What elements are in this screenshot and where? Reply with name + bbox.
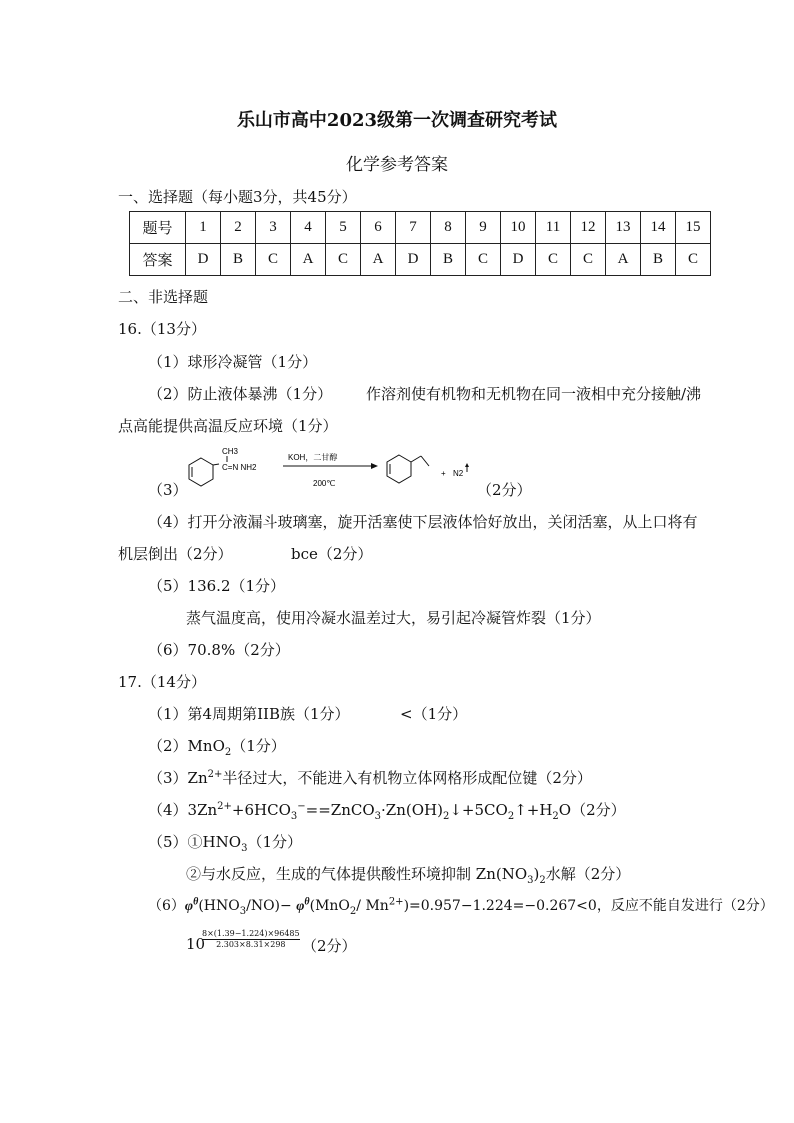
q16-answer-4c: bce（2分） <box>291 545 373 563</box>
section1-heading: 一、选择题（每小题3分，共45分） <box>118 188 357 206</box>
table-cell: 7 <box>396 212 431 244</box>
table-cell: 6 <box>361 212 396 244</box>
q17-heading: 17.（14分） <box>118 673 206 691</box>
benzene-ring-reactant <box>189 458 213 486</box>
q17-answer-5a: $(5)①HNO_3(1$分） <box>148 833 302 854</box>
page-subtitle: 化学参考答案 <box>346 155 448 175</box>
q17-answer-6: $(6)\varphi^\theta(HNO_3/NO)- \varphi^\theta(MnO_2/$ $Mn^{2+})=0.957-1.224=-0.267<0$，反应不能自发进行（2分） <box>148 896 774 917</box>
q16-answer-3-label: （3） <box>148 481 188 499</box>
table-cell: 3 <box>256 212 291 244</box>
row-label-answer: 答案 <box>130 244 186 276</box>
table-cell: C <box>256 244 291 276</box>
q17-answer-6b-score: （2分） <box>302 937 357 955</box>
table-cell: D <box>396 244 431 276</box>
q17-answer-3: $(3)Zn^{2+}$半径过大，不能进入有机物立体网格形成配位键（2分） <box>148 769 592 787</box>
table-cell: 14 <box>641 212 676 244</box>
table-cell: 15 <box>676 212 711 244</box>
q17-answer-6b-base: 10 <box>186 935 206 953</box>
table-cell: 9 <box>466 212 501 244</box>
ch3-label: CH3 <box>222 447 239 456</box>
table-row <box>130 244 711 276</box>
reagent-bottom: 200℃ <box>313 479 336 488</box>
cn-nh2-label: C=N NH2 <box>222 463 257 472</box>
answer-table <box>129 211 711 276</box>
table-cell: C <box>676 244 711 276</box>
q16-answer-2c: 点高能提供高温反应环境（1分） <box>118 417 338 435</box>
q16-answer-5: （5）136.2（1分） <box>148 577 286 595</box>
table-cell: 1 <box>186 212 221 244</box>
table-cell: 8 <box>431 212 466 244</box>
table-cell: A <box>361 244 396 276</box>
table-cell: C <box>326 244 361 276</box>
table-cell: A <box>291 244 326 276</box>
plus-sign: + <box>441 469 446 478</box>
q16-heading: 16.（13分） <box>118 320 206 338</box>
reaction-equation <box>175 440 485 498</box>
table-cell: D <box>186 244 221 276</box>
benzene-ring-product <box>387 455 411 483</box>
table-cell: 5 <box>326 212 361 244</box>
table-cell: 12 <box>571 212 606 244</box>
q16-answer-4a: （4）打开分液漏斗玻璃塞，旋开活塞使下层液体恰好放出，关闭活塞，从上口将有 <box>148 513 698 531</box>
fraction-numerator: 8×(1.39−1.224)×96485 <box>202 929 300 938</box>
q17-answer-2: （2）MnO$_2$（1分） <box>148 737 286 758</box>
table-cell: A <box>606 244 641 276</box>
q16-answer-3-score: （2分） <box>477 481 532 499</box>
fraction-denominator: 2.303×8.31×298 <box>202 939 300 950</box>
q16-answer-2a: （2）防止液体暴沸（1分） <box>148 385 333 403</box>
section2-heading: 二、非选择题 <box>118 288 209 306</box>
page-title: 乐山市高中2023级第一次调查研究考试 <box>236 110 558 131</box>
q16-answer-1: （1）球形冷凝管（1分） <box>148 353 318 371</box>
exponent-fraction <box>202 929 300 950</box>
table-cell: C <box>571 244 606 276</box>
table-cell: 2 <box>221 212 256 244</box>
table-cell: 10 <box>501 212 536 244</box>
table-cell: 4 <box>291 212 326 244</box>
n2-label: N2 <box>453 469 464 478</box>
table-row <box>130 212 711 244</box>
q17-answer-1: （1）第4周期第IIB族（1分） <box>148 705 350 723</box>
row-label-number: 题号 <box>130 212 186 244</box>
q16-answer-2b: 作溶剂使有机物和无机物在同一液相中充分接触/沸 <box>366 385 702 403</box>
table-cell: 11 <box>536 212 571 244</box>
q16-answer-5-note: 蒸气温度高，使用冷凝水温差过大，易引起冷凝管炸裂（1分） <box>186 609 601 627</box>
table-cell: B <box>221 244 256 276</box>
table-cell: B <box>641 244 676 276</box>
q17-answer-1-extra: <（1分） <box>400 705 468 723</box>
table-cell: C <box>466 244 501 276</box>
table-cell: B <box>431 244 466 276</box>
q16-answer-4b: 机层倒出（2分） <box>118 545 233 563</box>
table-cell: 13 <box>606 212 641 244</box>
table-cell: D <box>501 244 536 276</box>
q16-answer-6: （6）70.8%（2分） <box>148 641 290 659</box>
reagent-top: KOH，二甘醇 <box>288 453 338 462</box>
q17-answer-5b: ②与水反应，生成的气体提供酸性环境抑制 $Zn(NO_3)_2$水解（2分） <box>186 865 631 886</box>
q17-answer-4: $(4)3Zn^{2+}+6HCO_3^-==ZnCO_3\cdot Zn(OH)_2↓+5CO_2↑+H_2O(2$分） <box>148 801 626 822</box>
table-cell: C <box>536 244 571 276</box>
